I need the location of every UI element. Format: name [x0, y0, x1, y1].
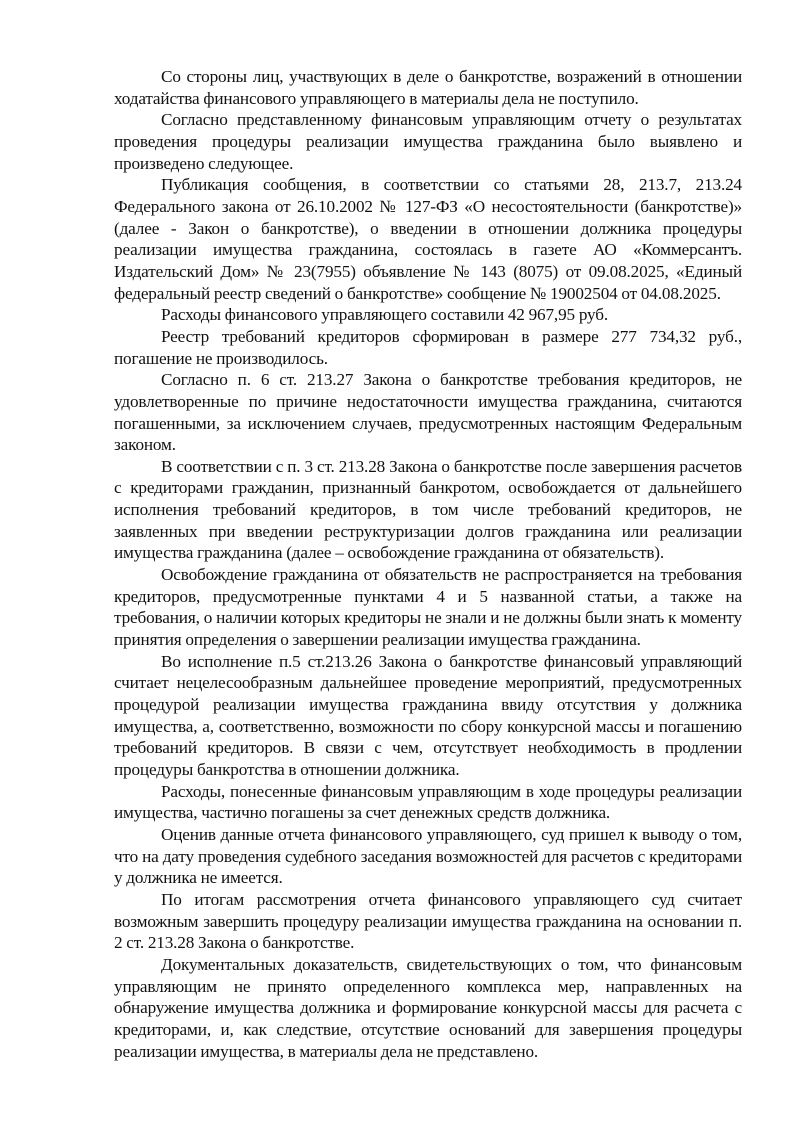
paragraph-release-exceptions: Освобождение гражданина от обязательств не распространяется на требования кредиторов, предусмотренные пунктами 4 и 5 названной статьи, а также на требования, о наличии которых кредиторы не знали и не должны были знать к моменту принятия определения о завершении реализации имущества гражданина. — [114, 565, 742, 650]
paragraph-creditor-register: Реестр требований кредиторов сформирован в размере 277 734,32 руб., погашение не производилось. — [114, 326, 742, 368]
paragraph-no-objections: Со стороны лиц, участвующих в деле о банкротстве, возражений в отношении ходатайства финансового управляющего в материалы дела не поступило. — [114, 67, 742, 108]
paragraph-manager-expenses: Расходы финансового управляющего составили 42 967,95 руб. — [161, 305, 608, 325]
paragraph-expenses-partially-repaid: Расходы, понесенные финансовым управляющим в ходе процедуры реализации имущества, частично погашены за счет денежных средств должника. — [114, 781, 742, 823]
paragraph-publication: Публикация сообщения, в соответствии со статьями 28, 213.7, 213.24 Федерального закона от 26.10.2002 № 127-ФЗ «О несостоятельности (банкротстве)» (далее - Закон о банкротстве), о введении в отношении должника процедуры реализации имущества гражданина, состоялась в газете АО «Коммерсантъ. Издательский Дом» № 23(7955) объявление № 143 (8075) от 09.08.2025, «Единый федеральный реестр сведений о банкротстве» сообщение № 19002504 от 04.08.2025. — [114, 175, 742, 303]
paragraph-court-assessment: Оценив данные отчета финансового управляющего, суд пришел к выводу о том, что на дату проведения судебного заседания возможностей для расчетов с кредиторами у должника не имеется. — [114, 824, 742, 888]
paragraph-no-evidence: Документальных доказательств, свидетельствующих о том, что финансовым управляющим не принято определенного комплекса мер, направленных на обнаружение имущества должника и формирование конкурсной массы для расчета с кредиторами, и, как следствие, отсутствие оснований для завершения процедуры реализации имущества, в материалы дела не представлено. — [114, 954, 742, 1061]
paragraph-no-further-measures: Во исполнение п.5 ст.213.26 Закона о банкротстве финансовый управляющий считает нецелесообразным дальнейшее проведение мероприятий, предусмотренных процедурой реализации имущества гражданина ввиду отсутствия у должника имущества, а, соответственно, возможности по сбору конкурсной массы и погашению требований кредиторов. В связи с чем, отсутствует необходимость в продлении процедуры банкротства в отношении должника. — [114, 651, 742, 779]
paragraph-court-conclusion: По итогам рассмотрения отчета финансового управляющего суд считает возможным завершить процедуру реализации имущества гражданина на основании п. 2 ст. 213.28 Закона о банкротстве. — [114, 889, 742, 953]
document-page — [114, 66, 742, 1062]
paragraph-report-summary: Согласно представленному финансовым управляющим отчету о результатах проведения процедуры реализации имущества гражданина было выявлено и произведено следующее. — [114, 110, 742, 173]
paragraph-release-from-obligations: В соответствии с п. 3 ст. 213.28 Закона о банкротстве после завершения расчетов с кредиторами гражданин, признанный банкротом, освобождается от дальнейшего исполнения требований кредиторов, в том числе требований кредиторов, не заявленных при введении реструктуризации долгов гражданина или реализации имущества гражданина (далее – освобождение гражданина от обязательств). — [114, 456, 742, 563]
paragraph-claims-extinguished: Согласно п. 6 ст. 213.27 Закона о банкротстве требования кредиторов, не удовлетворенные по причине недостаточности имущества гражданина, считаются погашенными, за исключением случаев, предусмотренных настоящим Федеральным законом. — [114, 370, 742, 455]
